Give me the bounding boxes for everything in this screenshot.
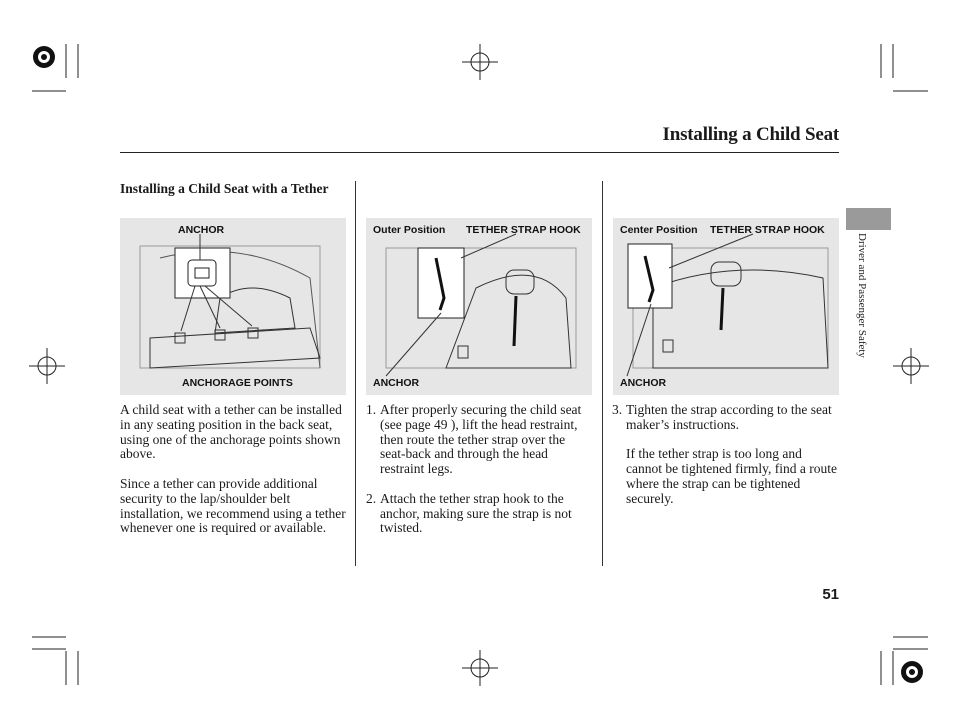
step-number: 2. bbox=[366, 490, 377, 506]
anchorage-points-label: ANCHORAGE POINTS bbox=[182, 377, 293, 389]
outer-position-illustration bbox=[366, 218, 592, 395]
step-text: Tighten the strap according to the seat maker’s instructions. bbox=[626, 402, 832, 432]
section-tab bbox=[846, 208, 891, 230]
anchor-label: ANCHOR bbox=[178, 224, 225, 236]
tether-strap-hook-label: TETHER STRAP HOOK bbox=[710, 224, 825, 236]
step-text: Attach the tether strap hook to the anchor, making sure the strap is not twisted. bbox=[380, 490, 572, 536]
column-1-text bbox=[120, 403, 348, 551]
step-3 bbox=[612, 403, 840, 433]
section-tab-label: Driver and Passenger Safety bbox=[856, 233, 868, 358]
page-title: Installing a Child Seat bbox=[662, 124, 839, 145]
step-text: After properly securing the child seat (see page 49 ), lift the head restraint, then route the tether strap over the seat-back and through the head restraint legs. bbox=[380, 402, 582, 477]
anchorage-illustration bbox=[120, 218, 346, 395]
step-number: 3. bbox=[612, 402, 623, 417]
figure-center-position bbox=[613, 218, 839, 395]
anchor-label: ANCHOR bbox=[620, 377, 667, 389]
figure-outer-position bbox=[366, 218, 592, 395]
paragraph: Since a tether can provide additional security to the lap/shoulder belt installation, we recommend using a tether whenever one is required or available. bbox=[120, 475, 346, 536]
title-rule bbox=[120, 152, 839, 153]
paragraph: If the tether strap is too long and cannot be tightened firmly, find a route where the strap can be tightened securely. bbox=[626, 446, 837, 506]
center-position-illustration bbox=[613, 218, 839, 395]
column-3-text bbox=[612, 403, 840, 507]
step-number: 1. bbox=[366, 402, 377, 417]
section-subtitle: Installing a Child Seat with a Tether bbox=[120, 181, 329, 196]
column-2-text bbox=[366, 403, 594, 536]
step-1 bbox=[366, 403, 594, 477]
tether-strap-hook-label: TETHER STRAP HOOK bbox=[466, 224, 581, 236]
paragraph: A child seat with a tether can be installed in any seating position in the back seat, using one of the anchorage points shown above. bbox=[120, 402, 342, 462]
center-position-label: Center Position bbox=[620, 224, 698, 236]
anchor-label: ANCHOR bbox=[373, 377, 420, 389]
page-number: 51 bbox=[822, 586, 839, 603]
column-divider bbox=[602, 181, 603, 566]
outer-position-label: Outer Position bbox=[373, 224, 446, 236]
figure-anchorage-points bbox=[120, 218, 346, 395]
step-2 bbox=[366, 492, 594, 536]
column-divider bbox=[355, 181, 356, 566]
